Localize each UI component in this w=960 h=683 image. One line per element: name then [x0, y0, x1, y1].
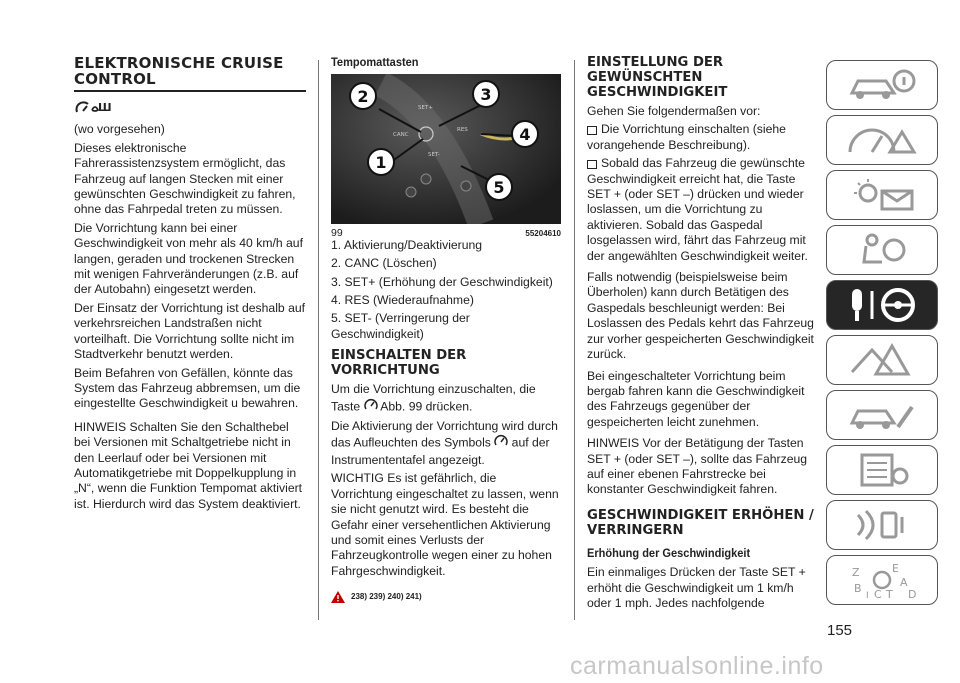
paragraph: (wo vorgesehen) [74, 122, 165, 137]
list-item: 1. Aktivierung/Deaktivierung [331, 237, 483, 252]
tab-light-mail[interactable] [826, 170, 938, 220]
car-info-icon [842, 67, 922, 103]
button-label: SET+ [418, 105, 433, 112]
chapter-tabs [826, 60, 938, 610]
paragraph: Falls notwendig (beispielsweise beim Überholen) kann durch Betätigen des Gaspedals beschleunigt werden: Bei Loslassen des Pedals kehrt das Fahrzeug zur vorher gespeicherten Geschwindigkeit zurück. [587, 270, 814, 362]
cruise-indicator-icon [494, 434, 508, 452]
list-item: Sobald das Fahrzeug die gewünschte Geschwindigkeit erreicht hat, die Taste SET + (oder SET –) drücken und wieder loslassen, um die Vorrichtung zu aktivieren. Sobald das Gaspedal losgelassen wird, fährt das Fahrzeug mit der angewählten Geschwindigkeit weiter. [587, 156, 808, 263]
tab-media-phone[interactable] [826, 500, 938, 550]
svg-text:Z: Z [852, 566, 860, 579]
tab-key-steering-wheel[interactable] [826, 280, 938, 330]
svg-text:1: 1 [375, 153, 387, 173]
subsection-title: Tempomattasten [331, 55, 419, 69]
bullet-marker [587, 126, 597, 135]
paragraph: Bei eingeschalteter Vorrichtung beim bergab fahren kann die Geschwindigkeit des Fahrzeugs gegenüber der gespeicherten leicht zunehmen. [587, 368, 805, 429]
paragraph: HINWEIS Schalten Sie den Schalthebel bei Versionen mit Schaltgetriebe nicht in den Leerlauf oder bei Versionen mit Automatikgetriebe mit Doppelkupplung in „N“, wenn die Funktion Tempomat aktiviert ist. Hierdurch wird das System deaktiviert. [74, 419, 303, 511]
tab-index[interactable] [826, 555, 938, 605]
wrench-car-icon [842, 397, 922, 433]
tab-road-warning[interactable] [826, 335, 938, 385]
paragraph: HINWEIS Vor der Betätigung der Tasten SET + (oder SET –), sollte das Fahrzeug auf einer ebenen Fahrstrecke bei konstanter Geschwindigkeit fahren. [587, 436, 808, 497]
svg-text:Ш: Ш [98, 101, 112, 114]
svg-text:4: 4 [519, 125, 531, 145]
svg-text:E: E [892, 562, 899, 575]
callout-1 [368, 149, 394, 175]
specs-list-icon [842, 452, 922, 488]
section-title-geschwindigkeit: GESCHWINDIGKEIT ERHÖHEN / VERRINGERN [587, 507, 814, 538]
paragraph: Dieses elektronische Fahrerassistenzsystem ermöglicht, das Fahrzeug auf langen Stecken mit einer gewünschten Geschwindigkeit zu fahren, ohne das Fahrpedal treten zu müssen. [74, 140, 296, 217]
tab-car-info[interactable] [826, 60, 938, 110]
callout-4 [512, 121, 538, 147]
tab-specs-list[interactable] [826, 445, 938, 495]
index-letters-icon [842, 560, 922, 600]
callout-3 [473, 81, 499, 107]
button-label: SET- [428, 152, 440, 159]
cruise-button-icon [364, 398, 378, 416]
svg-text:A: A [900, 576, 908, 589]
warning-references: 238) 239) 240) 241) [331, 589, 561, 604]
figure-reference: 55204610 [525, 229, 561, 239]
svg-text:5: 5 [493, 178, 505, 198]
tab-dashboard-warning[interactable] [826, 115, 938, 165]
column-2 [331, 55, 561, 605]
paragraph: Die Vorrichtung kann bei einer Geschwindigkeit von mehr als 40 km/h auf langen, geraden und trockenen Strecken mit wenigen Fahrveränderungen (z.B. auf der Autobahn) eingesetzt werden. [74, 220, 303, 297]
column-1 [74, 55, 306, 515]
tab-wrench-car[interactable] [826, 390, 938, 440]
figure-number: 99 [331, 227, 343, 240]
subsection-title: Erhöhung der Geschwindigkeit [587, 545, 751, 560]
column-divider [318, 60, 319, 620]
airbag-seat-icon [842, 232, 922, 268]
light-mail-icon [842, 177, 922, 213]
column-3 [587, 55, 817, 614]
list-item: 4. RES (Wiederaufnahme) [331, 293, 474, 308]
road-warning-icon [842, 342, 922, 378]
tab-airbag-seat[interactable] [826, 225, 938, 275]
paragraph: Gehen Sie folgendermaßen vor: [587, 104, 761, 118]
column-divider [574, 60, 575, 620]
list-item: Die Vorrichtung einschalten (siehe vorangehende Beschreibung). [587, 122, 786, 152]
paragraph: WICHTIG Es ist gefährlich, die Vorrichtung eingeschaltet zu lassen, wenn sie nicht genutzt wird. Es besteht die Gefahr einer versehentlichen Aktivierung und somit eines Verlusts der Fahrzeugkontrolle wegen einer zu hohen Fahrgeschwindigkeit. [331, 471, 559, 578]
cruise-control-icon [74, 98, 306, 120]
paragraph: Um die Vorrichtung einzuschalten, die Taste Abb. 99 drücken. [331, 382, 561, 416]
button-label: CANC [393, 132, 409, 139]
list-item: 5. SET- (Verringerung der Geschwindigkeit) [331, 311, 470, 341]
svg-text:D: D [908, 588, 917, 600]
callout-5 [486, 174, 512, 200]
watermark: carmanualsonline.info [570, 652, 824, 680]
section-title-einstellung: EINSTELLUNG DER GEWÜNSCHTEN GESCHWINDIGKEIT [587, 55, 728, 100]
svg-text:C: C [874, 588, 882, 600]
svg-text:T: T [886, 588, 893, 600]
list-item: 3. SET+ (Erhöhung der Geschwindigkeit) [331, 274, 553, 289]
page-number: 155 [827, 622, 853, 639]
dashboard-warning-icon [842, 122, 922, 158]
paragraph: Ein einmaliges Drücken der Taste SET + erhöht die Geschwindigkeit um 1 km/h oder 1 mph. Jedes nachfolgende [587, 565, 806, 610]
title-underline [74, 90, 306, 92]
warning-triangle-icon [331, 591, 345, 603]
paragraph: Die Aktivierung der Vorrichtung wird durch das Aufleuchten des Symbols auf der Instrumententafel angezeigt. [331, 419, 558, 467]
svg-text:3: 3 [480, 85, 492, 105]
button-label: RES [457, 127, 468, 134]
paragraph: Beim Befahren von Gefällen, könnte das System das Fahrzeug abbremsen, um die eingestellte Geschwindigkeit u bewahren. [74, 365, 301, 411]
paragraph: Der Einsatz der Vorrichtung ist deshalb auf verkehrsreichen Landstraßen nicht vorteilhaft. Die Vorrichtung sollte nicht im Stadtverkehr benutzt werden. [74, 300, 306, 362]
media-phone-icon [842, 507, 922, 543]
callout-2 [350, 83, 376, 109]
section-title-einschalten: EINSCHALTEN DER VORRICHTUNG [331, 348, 467, 379]
key-steering-wheel-icon [842, 285, 922, 325]
section-title-cruise-control: ELEKTRONISCHE CRUISE CONTROL [74, 54, 284, 88]
bullet-marker [587, 160, 597, 169]
list-item: 2. CANC (Löschen) [331, 256, 437, 271]
svg-text:I: I [866, 591, 869, 600]
svg-text:B: B [854, 582, 862, 595]
svg-text:2: 2 [357, 87, 369, 107]
steering-wheel-photo [331, 74, 561, 224]
